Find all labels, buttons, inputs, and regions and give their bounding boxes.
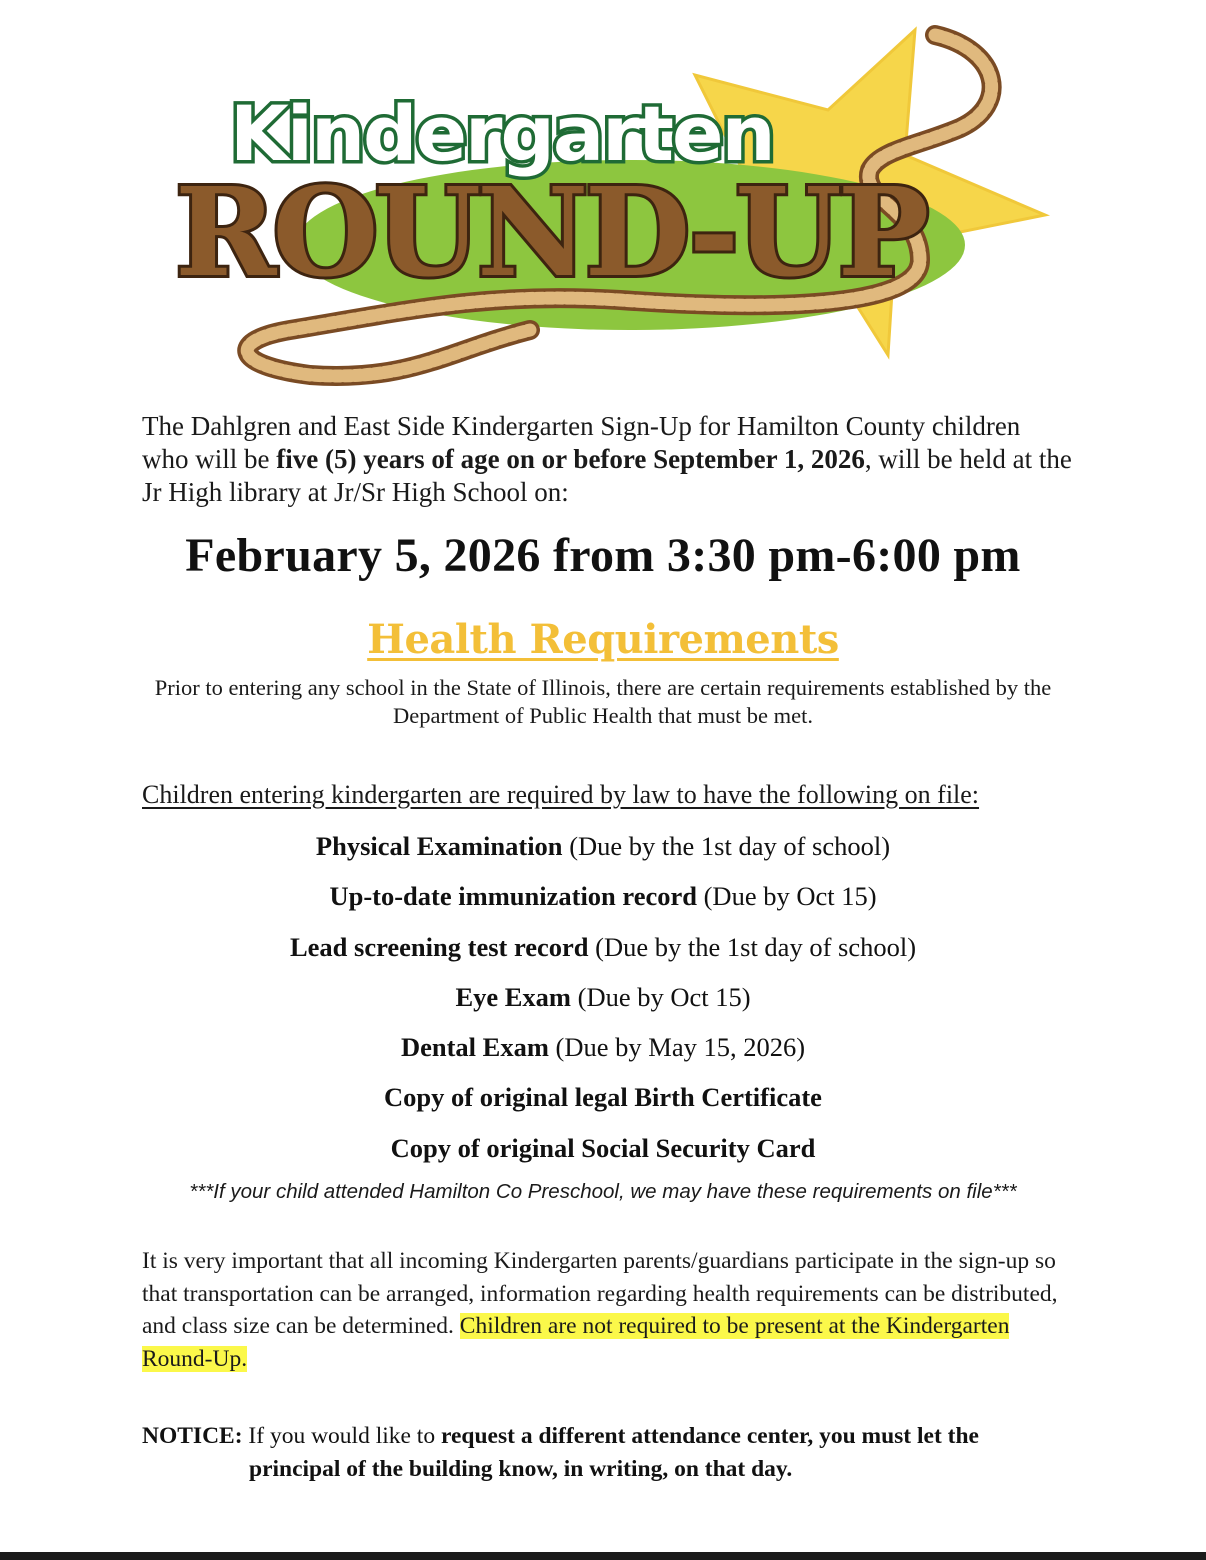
requirement-name: Dental Exam <box>400 1032 549 1063</box>
requirements-list <box>0 826 1206 1178</box>
bottom-border <box>0 1552 1206 1560</box>
requirement-detail: (Due by Oct 15) <box>571 981 751 1012</box>
notice-paragraph <box>142 1420 1042 1485</box>
notice-bold-line1: request a different attendance center, you must let the <box>440 1423 979 1449</box>
intro-text-start: The Dahlgren and East Side Kindergarten Sign-Up for Hamilton County children who will be <box>142 411 1021 474</box>
preschool-note: ***If your child attended Hamilton Co Preschool, we may have these requirements on file*** <box>189 1180 1017 1203</box>
notice-text: If you would like to <box>242 1423 441 1449</box>
logo-text-roundup: ROUND-UP <box>175 160 926 304</box>
requirement-name: Physical Examination <box>315 831 563 861</box>
requirement-detail: (Due by the 1st day of school) <box>562 831 891 861</box>
health-requirements-subtitle: Prior to entering any school in the State of Illinois, there are certain requirements established by the Department of Public Health that must be met. <box>154 675 1052 728</box>
intro-age-requirement: five (5) years of age on or before September 1, 2026 <box>276 444 865 474</box>
list-item <box>0 1077 1206 1127</box>
list-item <box>0 977 1206 1027</box>
list-item <box>0 927 1206 977</box>
requirement-name: Lead screening test record <box>289 931 589 962</box>
event-date: February 5, 2026 from 3:30 pm-6:00 pm <box>185 529 1021 582</box>
requirement-name: Up-to-date immunization record <box>329 881 697 912</box>
list-item <box>0 1027 1206 1077</box>
logo-text-kindergarten: Kindergarten <box>230 89 774 178</box>
intro-text-end: , will be held at the Jr High library at Jr/Sr High School on: <box>142 444 1072 507</box>
intro-paragraph <box>142 410 1072 509</box>
list-item <box>0 1128 1206 1178</box>
requirement-name: Copy of original legal Birth Certificate <box>384 1082 822 1113</box>
requirement-detail: (Due by May 15, 2026) <box>548 1032 806 1063</box>
importance-text: It is very important that all incoming Kindergarten parents/guardians participate in the sign-up so that transportation can be arranged, information regarding health requirements can be distributed, and class size can be determined. <box>142 1248 1058 1339</box>
requirement-name: Copy of original Social Security Card <box>390 1132 816 1163</box>
notice-label: NOTICE: <box>142 1423 243 1449</box>
logo-graphic <box>160 10 1060 395</box>
importance-paragraph <box>142 1245 1077 1375</box>
health-requirements-title: Health Requirements <box>367 616 839 663</box>
requirement-name: Eye Exam <box>455 981 571 1012</box>
list-item <box>0 826 1206 876</box>
list-item <box>0 876 1206 926</box>
requirement-detail: (Due by the 1st day of school) <box>588 931 917 962</box>
requirement-detail: (Due by Oct 15) <box>696 881 877 912</box>
highlighted-note: Children are not required to be present at the Kindergarten Round-Up. <box>142 1313 1010 1372</box>
kindergarten-roundup-logo <box>160 10 1060 395</box>
notice-bold-line2: principal of the building know, in writing, on that day. <box>249 1455 793 1482</box>
requirements-heading: Children entering kindergarten are required by law to have the following on file: <box>142 780 980 809</box>
